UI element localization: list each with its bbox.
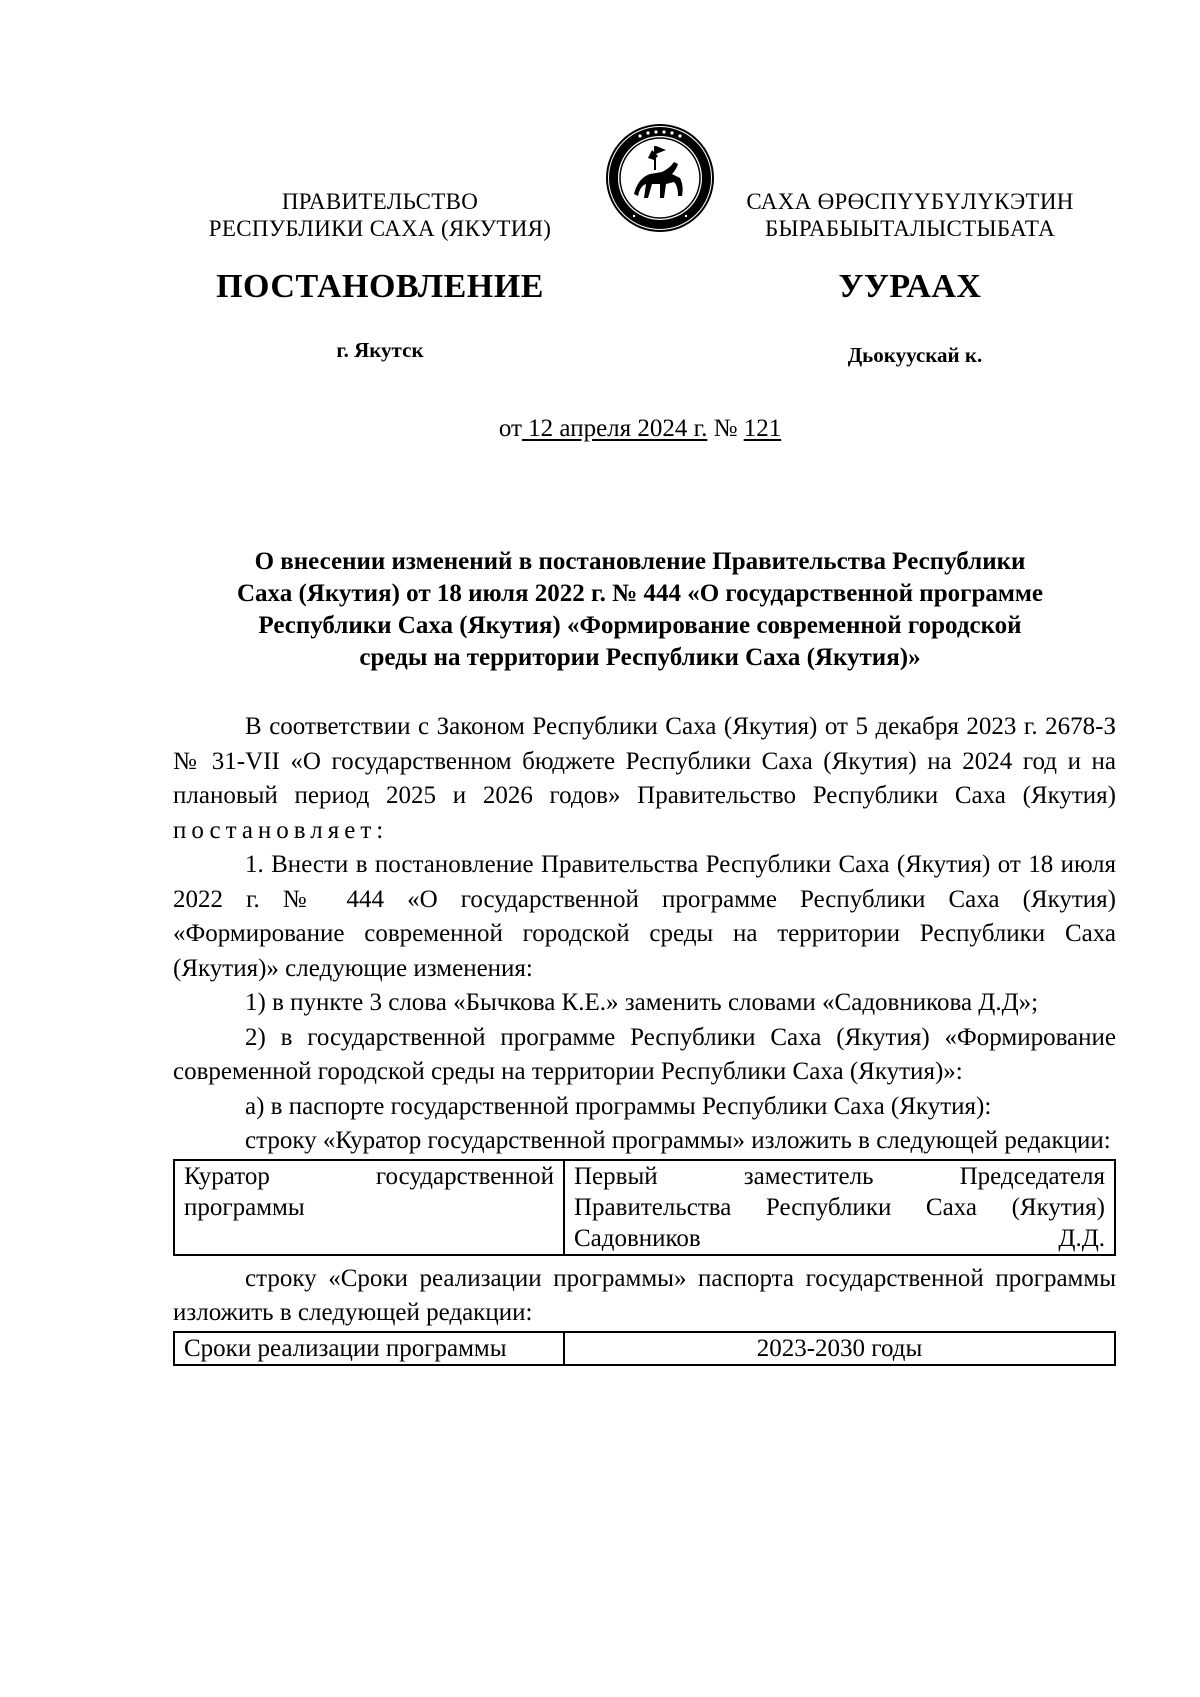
city-russian: г. Якутск [336,338,424,362]
document-number: 121 [743,415,782,442]
title-line-4: среды на территории Республики Саха (Якутия)» [359,644,921,671]
paragraph-terms-row: строку «Сроки реализации программы» паспорта государственной программы изложить в следующей редакции: [173,1264,1116,1326]
curator-table [173,1159,1116,1256]
document-title [180,546,1100,674]
coat-of-arms-icon [604,122,716,234]
table-row [174,1160,1115,1255]
doc-type-russian: ПОСТАНОВЛЕНИЕ [216,268,544,305]
preamble-paragraph: В соответствии с Законом Республики Саха (Якутия) от 5 декабря 2023 г. 2678-З № 31-VII «О государственном бюджете Республики Саха (Якутия) на 2024 год и на плановый период 2025 и 2026 годов» Правительство Республики Саха (Якутия) постановляет: [173,713,1116,844]
document-date: 12 апреля 2024 г. [528,415,708,442]
paragraph-1-2: 2) в государственной программе Республики Саха (Якутия) «Формирование современной городской среды на территории Республики Саха (Якутия)»: [173,1023,1116,1085]
terms-value-cell: 2023-2030 годы [564,1332,1115,1365]
terms-label-cell: Сроки реализации программы [174,1332,564,1365]
paragraph-1-1: 1) в пункте 3 слова «Бычкова К.Е.» заменить словами «Садовникова Д.Д»; [245,989,1039,1016]
document-body [173,710,1116,1366]
date-prefix: от [498,415,522,442]
title-line-2: Саха (Якутия) от 18 июля 2022 г. № 444 «О государственной программе [236,580,1044,607]
doc-type-sakha: УУРААХ [838,268,982,305]
title-line-1: О внесении изменений в постановление Правительства Республики [254,548,1026,575]
issuer-name-russian [160,188,600,242]
number-sign: № [713,415,738,442]
issuer-line-2: РЕСПУБЛИКИ САХА (ЯКУТИЯ) [208,216,552,241]
date-number-line [160,415,1120,443]
issuer-line-2-sakha: БЫРАБЫЫТАЛЫСТЫБАТА [764,216,1056,241]
issuer-line-1-sakha: САХА ӨРӨСПҮҮБҮЛҮКЭТИН [746,189,1074,214]
paragraph-1: 1. Внести в постановление Правительства Республики Саха (Якутия) от 18 июля 2022 г. № 444 «О государственной программе Республики Саха (Якутия) «Формирование современной городской среды на территории Республики Саха (Якутия)» следующие изменения: [173,851,1116,982]
terms-table [173,1331,1116,1366]
issuer-name-sakha [715,188,1105,242]
paragraph-a: а) в паспорте государственной программы Республики Саха (Якутия): [245,1092,992,1120]
city-sakha: Дьокуускай к. [847,343,983,367]
resolves-word: постановляет: [173,816,389,844]
title-line-3: Республики Саха (Якутия) «Формирование современной городской [258,612,1022,639]
table-row [174,1332,1115,1365]
curator-label-cell: Куратор государственной программы [174,1160,564,1255]
issuer-line-1: ПРАВИТЕЛЬСТВО [281,189,479,214]
paragraph-curator-row: строку «Куратор государственной программы» изложить в следующей редакции: [245,1127,1111,1154]
curator-value-cell: Первый заместитель Председателя Правительства Республики Саха (Якутия) Садовников Д.Д. [564,1160,1115,1255]
